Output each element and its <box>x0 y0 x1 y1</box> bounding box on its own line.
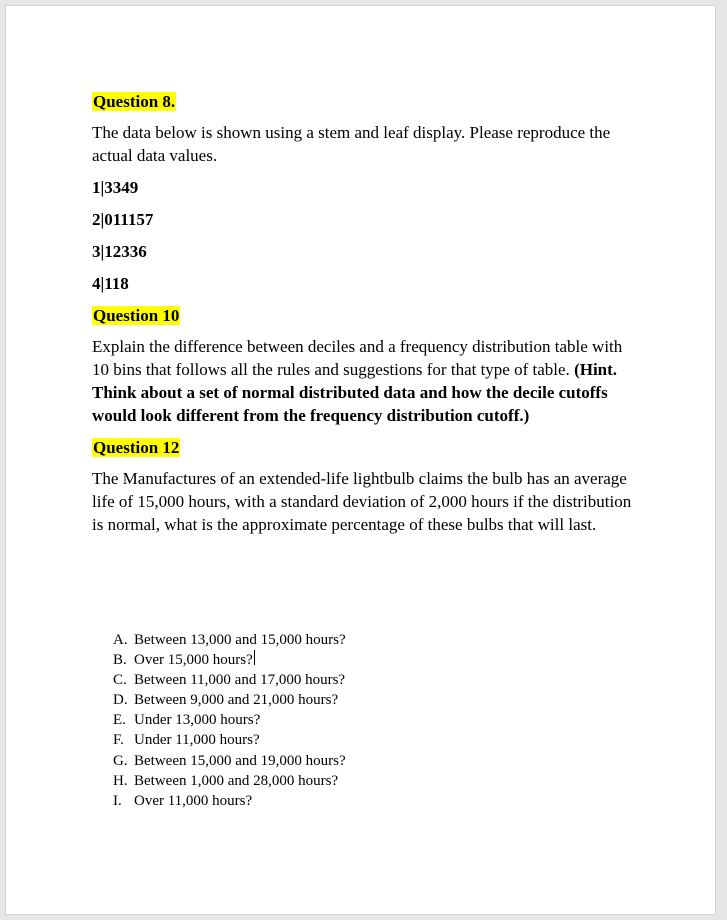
list-item <box>113 690 473 710</box>
option-text: Between 1,000 and 28,000 hours? <box>134 772 339 789</box>
question-10-heading-line <box>92 304 637 327</box>
option-text: Under 13,000 hours? <box>134 712 261 729</box>
answer-options-list <box>113 630 473 811</box>
list-item <box>113 670 473 690</box>
option-letter: C. <box>113 672 127 689</box>
text-cursor <box>254 650 255 665</box>
question-10-paragraph <box>92 335 637 427</box>
stem-leaf-row: 1|3349 <box>92 178 139 197</box>
question-12-heading: Question 12 <box>93 438 180 457</box>
question-12-heading-line <box>92 436 637 459</box>
question-10-text: Explain the difference between deciles and a frequency distribution table with 10 bins that follows all the rules and suggestions for that type of table. <box>92 337 623 379</box>
option-letter: A. <box>113 632 128 648</box>
question-10-heading: Question 10 <box>93 306 180 325</box>
option-text: Between 11,000 and 17,000 hours? <box>134 672 346 689</box>
option-letter: G. <box>113 752 128 769</box>
option-text: Between 13,000 and 15,000 hours? <box>134 632 346 648</box>
question-8-heading: Question 8. <box>93 92 176 111</box>
option-letter: B. <box>113 652 127 669</box>
stem-leaf-row: 4|118 <box>92 274 129 293</box>
document-content[interactable] <box>92 90 637 545</box>
option-text: Under 11,000 hours? <box>134 732 260 749</box>
list-item <box>113 710 473 730</box>
list-item <box>113 751 473 771</box>
list-item <box>113 730 473 750</box>
document-page[interactable] <box>5 5 716 915</box>
option-text: Over 11,000 hours? <box>134 792 253 809</box>
option-letter: H. <box>113 772 128 789</box>
question-8-text: The data below is shown using a stem and leaf display. Please reproduce the actual data values. <box>92 123 611 165</box>
option-letter: I. <box>113 792 122 809</box>
option-text: Over 15,000 hours? <box>134 652 253 669</box>
option-text: Between 9,000 and 21,000 hours? <box>134 692 339 709</box>
list-item <box>113 791 473 811</box>
list-item <box>113 771 473 791</box>
option-text: Between 15,000 and 19,000 hours? <box>134 752 346 769</box>
option-letter: D. <box>113 692 128 709</box>
list-item <box>113 630 473 650</box>
question-8-heading-line <box>92 90 637 113</box>
question-10-hint: (Hint. Think about a set of normal distributed data and how the decile cutoffs would look different from the frequency distribution cutoff.) <box>92 360 618 425</box>
stem-leaf-row: 2|011157 <box>92 210 154 229</box>
option-letter: E. <box>113 712 126 729</box>
option-letter: F. <box>113 732 124 749</box>
question-12-text: The Manufactures of an extended-life lightbulb claims the bulb has an average life of 15,000 hours, with a standard deviation of 2,000 hours if the distribution is normal, what is the approximate percentage of these bulbs that will last. <box>92 469 632 534</box>
stem-leaf-row: 3|12336 <box>92 242 147 261</box>
list-item <box>113 650 473 670</box>
